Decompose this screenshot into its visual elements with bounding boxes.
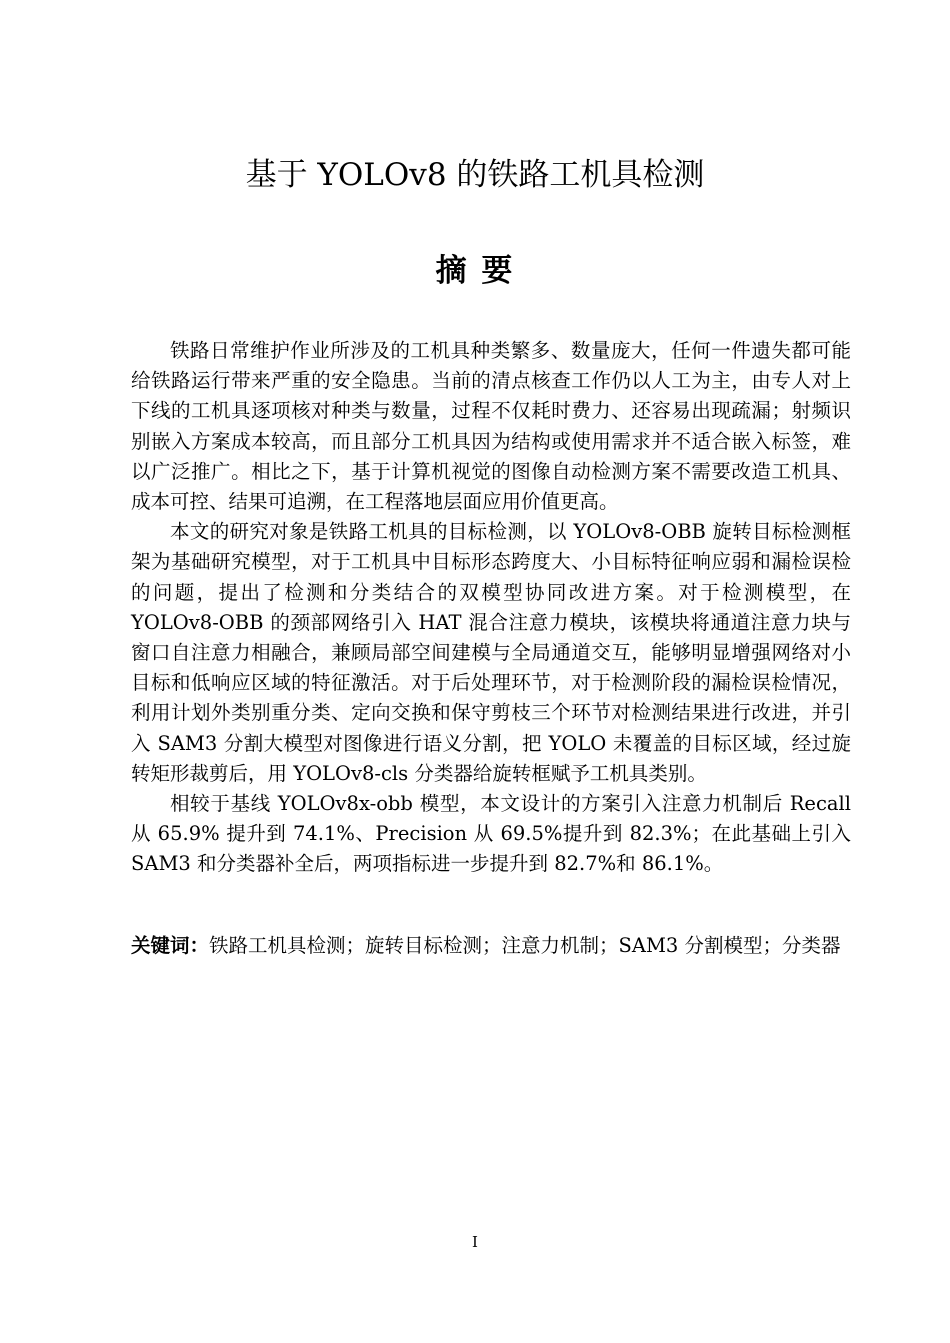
keywords-section — [131, 931, 851, 961]
abstract-paragraph-1: 铁路日常维护作业所涉及的工机具种类繁多、数量庞大，任何一件遗失都可能给铁路运行带来严重的安全隐患。当前的清点核查工作仍以人工为主，由专人对上下线的工机具逐项核对种类与数量，过程不仅耗时费力、还容易出现疏漏；射频识别嵌入方案成本较高，而且部分工机具因为结构或使用需求并不适合嵌入标签，难以广泛推广。相比之下，基于计算机视觉的图像自动检测方案不需要改造工机具、成本可控、结果可追溯，在工程落地层面应用价值更高。 — [131, 339, 851, 514]
abstract-paragraph-2: 本文的研究对象是铁路工机具的目标检测，以 YOLOv8-OBB 旋转目标检测框架为基础研究模型，对于工机具中目标形态跨度大、小目标特征响应弱和漏检误检的问题，提出了检测和分类结合的双模型协同改进方案。对于检测模型，在 YOLOv8-OBB 的颈部网络引入 HAT 混合注意力模块，该模块将通道注意力块与窗口自注意力相融合，兼顾局部空间建模与全局通道交互，能够明显增强网络对小目标和低响应区域的特征激活。对于后处理环节，对于检测阶段的漏检误检情况，利用计划外类别重分类、定向交换和保守剪枝三个环节对检测结果进行改进，并引入 SAM3 分割大模型对图像进行语义分割，把 YOLO 未覆盖的目标区域，经过旋转矩形裁剪后，用 YOLOv8-cls 分类器给旋转框赋予工机具类别。 — [131, 520, 851, 785]
abstract-heading: 摘 要 — [435, 253, 515, 289]
abstract-paragraph-3: 相较于基线 YOLOv8x-obb 模型，本文设计的方案引入注意力机制后 Recall 从 65.9% 提升到 74.1%、Precision 从 69.5%提升到 82.3%；在此基础上引入 SAM3 和分类器补全后，两项指标进一步提升到 82.7%和 86.1%。 — [131, 792, 851, 876]
keywords-text: 铁路工机具检测；旋转目标检测；注意力机制；SAM3 分割模型；分类器 — [209, 934, 841, 957]
page-number: I — [472, 1233, 478, 1251]
paper-title: 基于 YOLOv8 的铁路工机具检测 — [245, 157, 705, 193]
abstract-body — [131, 336, 851, 880]
keywords-label: 关键词： — [131, 934, 210, 957]
